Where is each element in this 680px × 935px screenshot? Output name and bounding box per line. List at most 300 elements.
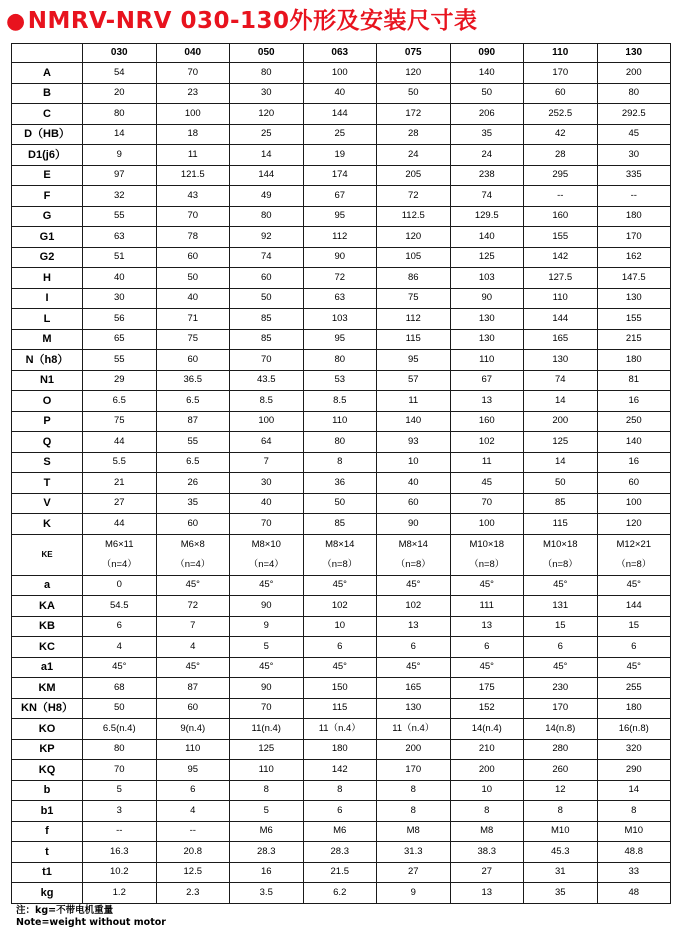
header-size-cell: 050: [230, 44, 304, 63]
value-cell: 5: [230, 801, 304, 822]
value-cell: 31.3: [377, 842, 451, 863]
row-label-cell: KB: [12, 616, 83, 637]
row-label-cell: b: [12, 780, 83, 801]
table-row: [12, 698, 671, 719]
footnote-line-en: Note=weight without motor: [16, 917, 166, 928]
value-cell: 64: [230, 432, 304, 453]
value-cell: 180: [597, 206, 671, 227]
value-cell: 65: [83, 329, 157, 350]
title-text: NMRV-NRV 030-130外形及安装尺寸表: [27, 8, 478, 34]
value-cell: 15: [524, 616, 598, 637]
value-cell: 24: [377, 145, 451, 166]
value-cell: 80: [303, 350, 377, 371]
value-cell: 25: [303, 124, 377, 145]
value-cell: 72: [303, 268, 377, 289]
table-row: [12, 575, 671, 596]
value-cell: 56: [83, 309, 157, 330]
value-cell: 130: [377, 698, 451, 719]
value-cell: 140: [597, 432, 671, 453]
table-row: [12, 206, 671, 227]
value-cell: 45°: [230, 575, 304, 596]
page-title: [6, 6, 478, 36]
value-cell: 7: [156, 616, 230, 637]
value-cell: 90: [230, 678, 304, 699]
header-size-cell: 063: [303, 44, 377, 63]
value-cell: 50: [524, 473, 598, 494]
value-cell: 238: [450, 165, 524, 186]
value-cell: 60: [156, 698, 230, 719]
value-cell: 6: [303, 801, 377, 822]
value-cell: 36.5: [156, 370, 230, 391]
row-label-cell: F: [12, 186, 83, 207]
value-cell: 105: [377, 247, 451, 268]
row-label-cell: P: [12, 411, 83, 432]
value-cell: 6: [303, 637, 377, 658]
value-cell: 50: [156, 268, 230, 289]
value-cell: 35: [450, 124, 524, 145]
value-cell: 55: [83, 206, 157, 227]
value-cell: 115: [377, 329, 451, 350]
value-cell: 5: [230, 637, 304, 658]
value-cell: 32: [83, 186, 157, 207]
value-cell: 6: [377, 637, 451, 658]
hole-count: （n=8）: [322, 558, 358, 570]
table-row: [12, 63, 671, 84]
value-cell: 28.3: [230, 842, 304, 863]
value-cell: 85: [230, 309, 304, 330]
value-cell: 55: [156, 432, 230, 453]
value-cell: 40: [303, 83, 377, 104]
value-cell: 16: [597, 452, 671, 473]
value-cell: 205: [377, 165, 451, 186]
value-cell: 20.8: [156, 842, 230, 863]
value-cell: 60: [597, 473, 671, 494]
value-cell: 53: [303, 370, 377, 391]
value-cell: 4: [83, 637, 157, 658]
value-cell: 93: [377, 432, 451, 453]
value-cell: 45°: [83, 657, 157, 678]
value-cell: 45°: [156, 575, 230, 596]
value-cell: 15: [597, 616, 671, 637]
row-label-cell: KQ: [12, 760, 83, 781]
value-cell: 131: [524, 596, 598, 617]
value-cell: 70: [156, 206, 230, 227]
hole-count: （n=8）: [616, 558, 652, 570]
value-cell: 295: [524, 165, 598, 186]
value-cell: 80: [83, 739, 157, 760]
row-label-cell: N1: [12, 370, 83, 391]
value-cell: 130: [450, 329, 524, 350]
value-cell: 33: [597, 862, 671, 883]
value-cell: 26: [156, 473, 230, 494]
value-cell: 140: [450, 227, 524, 248]
value-cell: 290: [597, 760, 671, 781]
value-cell: 35: [524, 883, 598, 904]
value-cell: 170: [377, 760, 451, 781]
value-cell: --: [597, 186, 671, 207]
value-cell: 54: [83, 63, 157, 84]
value-cell: 11(n.4): [230, 719, 304, 740]
value-cell: 78: [156, 227, 230, 248]
value-cell: 55: [83, 350, 157, 371]
value-cell: 80: [597, 83, 671, 104]
value-cell: 45°: [377, 575, 451, 596]
value-cell: 67: [303, 186, 377, 207]
value-cell: 144: [597, 596, 671, 617]
value-cell: 75: [377, 288, 451, 309]
value-cell: 129.5: [450, 206, 524, 227]
value-cell: 110: [230, 760, 304, 781]
value-cell: 150: [303, 678, 377, 699]
value-cell: 172: [377, 104, 451, 125]
value-cell: 335: [597, 165, 671, 186]
value-cell: 8: [303, 452, 377, 473]
value-cell: 10: [303, 616, 377, 637]
thread-size: M8×14: [398, 538, 428, 550]
hole-count: （n=8）: [542, 558, 578, 570]
value-cell: 5.5: [83, 452, 157, 473]
value-cell: 110: [303, 411, 377, 432]
value-cell: 90: [303, 247, 377, 268]
table-row: [12, 391, 671, 412]
row-label-cell: G2: [12, 247, 83, 268]
value-cell: 43.5: [230, 370, 304, 391]
row-label-cell: KM: [12, 678, 83, 699]
value-cell: 60: [156, 514, 230, 535]
hole-count: （n=8）: [395, 558, 431, 570]
value-cell: 12.5: [156, 862, 230, 883]
value-cell: 14: [230, 145, 304, 166]
value-cell: 142: [303, 760, 377, 781]
row-label-cell: C: [12, 104, 83, 125]
value-cell: [597, 534, 671, 575]
row-label-cell: I: [12, 288, 83, 309]
value-cell: 57: [377, 370, 451, 391]
value-cell: 60: [156, 247, 230, 268]
thread-size: M12×21: [616, 538, 652, 550]
row-label-cell: f: [12, 821, 83, 842]
value-cell: 38.3: [450, 842, 524, 863]
row-label-cell: a1: [12, 657, 83, 678]
value-cell: [524, 534, 598, 575]
table-row: [12, 83, 671, 104]
value-cell: 170: [524, 698, 598, 719]
value-cell: 110: [450, 350, 524, 371]
value-cell: 162: [597, 247, 671, 268]
value-cell: 50: [303, 493, 377, 514]
value-cell: 80: [230, 206, 304, 227]
value-cell: 16: [597, 391, 671, 412]
value-cell: 160: [524, 206, 598, 227]
header-size-cell: 030: [83, 44, 157, 63]
value-cell: 40: [230, 493, 304, 514]
row-label-cell: E: [12, 165, 83, 186]
value-cell: M8: [450, 821, 524, 842]
value-cell: 48.8: [597, 842, 671, 863]
value-cell: 6: [524, 637, 598, 658]
table-row: [12, 452, 671, 473]
value-cell: 21: [83, 473, 157, 494]
table-body: [12, 63, 671, 904]
value-cell: 60: [156, 350, 230, 371]
value-cell: 74: [524, 370, 598, 391]
value-cell: 30: [597, 145, 671, 166]
value-cell: 280: [524, 739, 598, 760]
value-cell: 85: [524, 493, 598, 514]
table-row: [12, 883, 671, 904]
row-label-cell: O: [12, 391, 83, 412]
value-cell: 103: [450, 268, 524, 289]
thread-size: M6×11: [104, 538, 134, 550]
row-label-cell: Q: [12, 432, 83, 453]
value-cell: 4: [156, 637, 230, 658]
value-cell: 14(n.4): [450, 719, 524, 740]
value-cell: 120: [377, 227, 451, 248]
thread-size: M8×10: [251, 538, 281, 550]
value-cell: 110: [524, 288, 598, 309]
value-cell: 125: [524, 432, 598, 453]
value-cell: 206: [450, 104, 524, 125]
value-cell: 6.2: [303, 883, 377, 904]
value-cell: 27: [83, 493, 157, 514]
value-cell: 31: [524, 862, 598, 883]
value-cell: 130: [450, 309, 524, 330]
row-label-cell: M: [12, 329, 83, 350]
value-cell: [377, 534, 451, 575]
table-row: [12, 862, 671, 883]
value-cell: 115: [524, 514, 598, 535]
value-cell: 95: [377, 350, 451, 371]
value-cell: 71: [156, 309, 230, 330]
value-cell: 155: [597, 309, 671, 330]
header-size-cell: 130: [597, 44, 671, 63]
value-cell: 50: [83, 698, 157, 719]
value-cell: 210: [450, 739, 524, 760]
value-cell: 70: [450, 493, 524, 514]
row-label-cell: K: [12, 514, 83, 535]
header-row: [12, 44, 671, 63]
value-cell: 215: [597, 329, 671, 350]
value-cell: 51: [83, 247, 157, 268]
value-cell: 100: [597, 493, 671, 514]
value-cell: 8.5: [303, 391, 377, 412]
value-cell: 36: [303, 473, 377, 494]
value-cell: 6: [83, 616, 157, 637]
value-cell: 50: [450, 83, 524, 104]
header-size-cell: 040: [156, 44, 230, 63]
value-cell: [230, 534, 304, 575]
value-cell: 170: [524, 63, 598, 84]
value-cell: 144: [524, 309, 598, 330]
table-row: [12, 657, 671, 678]
value-cell: 45.3: [524, 842, 598, 863]
value-cell: 120: [597, 514, 671, 535]
value-cell: 14(n.8): [524, 719, 598, 740]
value-cell: 86: [377, 268, 451, 289]
value-cell: 130: [524, 350, 598, 371]
value-cell: 21.5: [303, 862, 377, 883]
value-cell: 50: [377, 83, 451, 104]
value-cell: 125: [450, 247, 524, 268]
value-cell: 120: [377, 63, 451, 84]
table-row: [12, 760, 671, 781]
table-row: [12, 370, 671, 391]
value-cell: 11: [450, 452, 524, 473]
value-cell: 6.5: [156, 391, 230, 412]
value-cell: 81: [597, 370, 671, 391]
value-cell: 45°: [156, 657, 230, 678]
value-cell: 70: [83, 760, 157, 781]
value-cell: 147.5: [597, 268, 671, 289]
value-cell: 70: [230, 350, 304, 371]
value-cell: 75: [83, 411, 157, 432]
value-cell: 8: [450, 801, 524, 822]
value-cell: 12: [524, 780, 598, 801]
table-row: [12, 411, 671, 432]
value-cell: 45°: [597, 575, 671, 596]
row-label-cell: T: [12, 473, 83, 494]
footnote: [16, 905, 166, 929]
row-label-cell: L: [12, 309, 83, 330]
value-cell: 72: [156, 596, 230, 617]
value-cell: 14: [524, 452, 598, 473]
row-label-cell: B: [12, 83, 83, 104]
table-row: [12, 616, 671, 637]
hole-count: （n=4）: [101, 558, 137, 570]
value-cell: 140: [450, 63, 524, 84]
value-cell: 9: [83, 145, 157, 166]
value-cell: 11: [156, 145, 230, 166]
value-cell: 42: [524, 124, 598, 145]
value-cell: 74: [450, 186, 524, 207]
table-row: [12, 842, 671, 863]
value-cell: 67: [450, 370, 524, 391]
row-label-cell: S: [12, 452, 83, 473]
hole-count: （n=4）: [175, 558, 211, 570]
value-cell: [303, 534, 377, 575]
value-cell: 111: [450, 596, 524, 617]
value-cell: 44: [83, 514, 157, 535]
table-row: [12, 329, 671, 350]
value-cell: 1.2: [83, 883, 157, 904]
table-row: [12, 780, 671, 801]
value-cell: 27: [450, 862, 524, 883]
value-cell: 43: [156, 186, 230, 207]
value-cell: 70: [230, 514, 304, 535]
value-cell: M6: [230, 821, 304, 842]
row-label-cell: D1(j6）: [12, 145, 83, 166]
table-row: [12, 493, 671, 514]
value-cell: 24: [450, 145, 524, 166]
thread-size: M8×14: [325, 538, 355, 550]
value-cell: 14: [524, 391, 598, 412]
value-cell: 50: [230, 288, 304, 309]
value-cell: 16: [230, 862, 304, 883]
value-cell: 165: [377, 678, 451, 699]
value-cell: 10: [377, 452, 451, 473]
value-cell: --: [83, 821, 157, 842]
value-cell: 175: [450, 678, 524, 699]
value-cell: 45°: [450, 575, 524, 596]
value-cell: 63: [303, 288, 377, 309]
value-cell: 90: [377, 514, 451, 535]
row-label-cell: t1: [12, 862, 83, 883]
value-cell: 45°: [597, 657, 671, 678]
table-row: [12, 534, 671, 575]
table-row: [12, 227, 671, 248]
value-cell: 292.5: [597, 104, 671, 125]
value-cell: 121.5: [156, 165, 230, 186]
row-label-cell: H: [12, 268, 83, 289]
value-cell: 174: [303, 165, 377, 186]
table-row: [12, 165, 671, 186]
value-cell: M6: [303, 821, 377, 842]
value-cell: 6: [450, 637, 524, 658]
value-cell: 87: [156, 411, 230, 432]
value-cell: [450, 534, 524, 575]
thread-size: M10×18: [469, 538, 505, 550]
row-label-cell: kg: [12, 883, 83, 904]
value-cell: 142: [524, 247, 598, 268]
value-cell: 180: [597, 698, 671, 719]
value-cell: [83, 534, 157, 575]
value-cell: 144: [230, 165, 304, 186]
value-cell: 3.5: [230, 883, 304, 904]
row-label-cell: N（h8）: [12, 350, 83, 371]
value-cell: 75: [156, 329, 230, 350]
value-cell: 0: [83, 575, 157, 596]
value-cell: 165: [524, 329, 598, 350]
row-label-cell: KO: [12, 719, 83, 740]
value-cell: 8: [524, 801, 598, 822]
value-cell: 8: [377, 780, 451, 801]
row-label-cell: KN（H8）: [12, 698, 83, 719]
value-cell: 95: [303, 206, 377, 227]
value-cell: 13: [377, 616, 451, 637]
value-cell: 92: [230, 227, 304, 248]
value-cell: 40: [377, 473, 451, 494]
table-row: [12, 801, 671, 822]
row-label-cell: t: [12, 842, 83, 863]
table-row: [12, 247, 671, 268]
value-cell: 60: [377, 493, 451, 514]
value-cell: 144: [303, 104, 377, 125]
table-row: [12, 473, 671, 494]
thread-size: M10×18: [542, 538, 578, 550]
table-row: [12, 821, 671, 842]
table-row: [12, 637, 671, 658]
value-cell: 45°: [303, 657, 377, 678]
value-cell: 9(n.4): [156, 719, 230, 740]
value-cell: 45°: [450, 657, 524, 678]
header-size-cell: 110: [524, 44, 598, 63]
value-cell: 49: [230, 186, 304, 207]
value-cell: --: [156, 821, 230, 842]
value-cell: 45: [450, 473, 524, 494]
table-row: [12, 145, 671, 166]
table-row: [12, 514, 671, 535]
value-cell: 28.3: [303, 842, 377, 863]
row-label-cell: D（HB）: [12, 124, 83, 145]
value-cell: 11（n.4）: [377, 719, 451, 740]
value-cell: 80: [83, 104, 157, 125]
value-cell: 200: [450, 760, 524, 781]
value-cell: 19: [303, 145, 377, 166]
value-cell: 8: [303, 780, 377, 801]
value-cell: 152: [450, 698, 524, 719]
table-row: [12, 739, 671, 760]
value-cell: 40: [83, 268, 157, 289]
